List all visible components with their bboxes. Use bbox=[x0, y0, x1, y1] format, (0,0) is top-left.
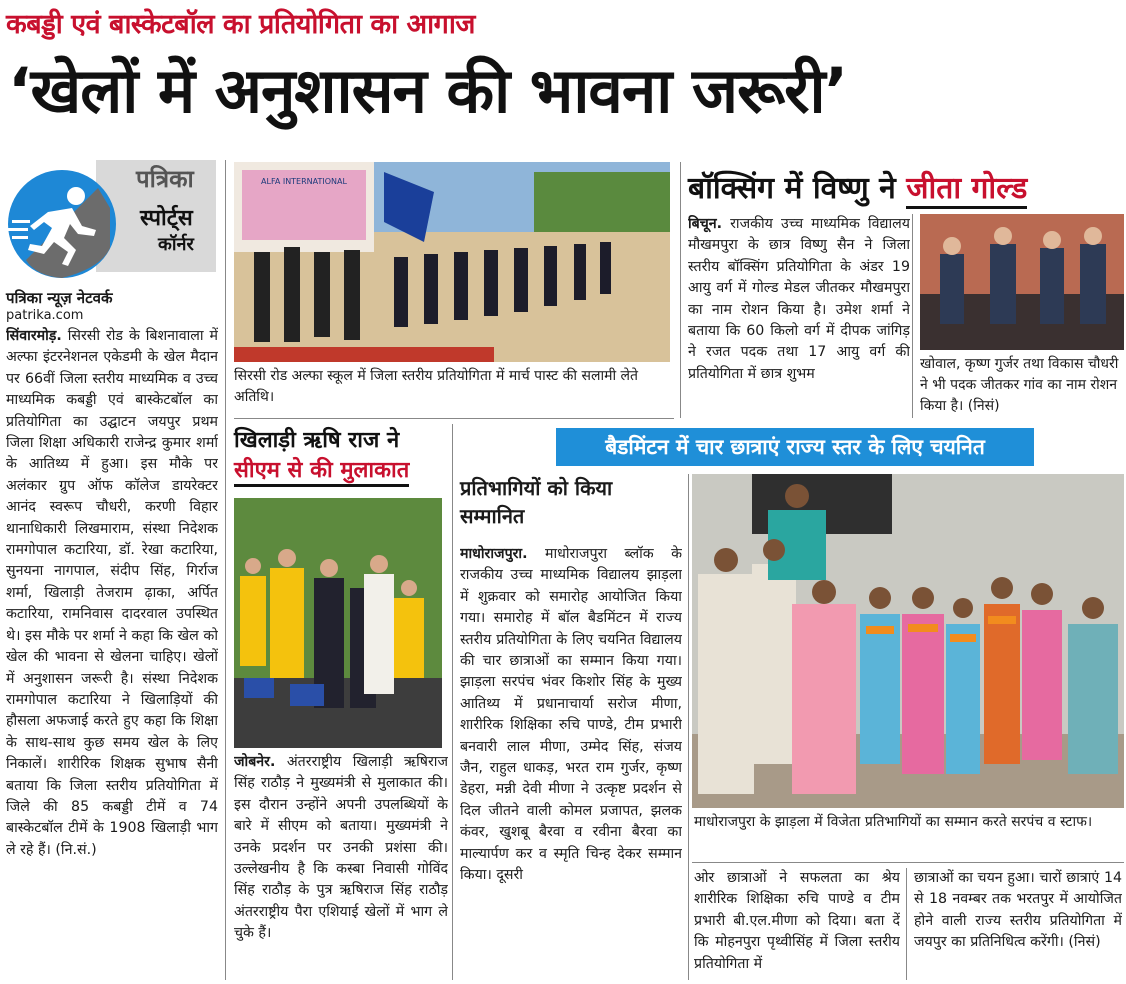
cm-heading-line1: खिलाड़ी ऋषि राज ने bbox=[234, 428, 400, 453]
cm-heading-line2: सीएम से की मुलाकात bbox=[234, 454, 409, 487]
boxing-dateline: बिचून. bbox=[688, 216, 723, 232]
headline: ‘खेलों में अनुशासन की भावना जरूरी’ bbox=[8, 54, 848, 127]
main-story bbox=[6, 326, 218, 982]
boxing-heading-red: जीता गोल्ड bbox=[906, 171, 1027, 209]
boxing-heading-black: बॉक्सिंग में विष्णु ने bbox=[688, 171, 896, 206]
cm-text bbox=[234, 752, 448, 982]
badminton-col2: छात्राओं का चयन हुआ। चारों छात्राएं 14 से 18 नवम्बर तक भरतपुर में आयोजित होने वाली राज्य स्तरीय प्रतियोगिता में जयपुर का प्रतिनिधित्व करेंगी। (निसं) bbox=[914, 870, 1122, 951]
cm-dateline: जोबनेर. bbox=[234, 754, 276, 770]
boxing-photo bbox=[920, 214, 1124, 350]
cm-heading bbox=[234, 424, 454, 487]
badminton-banner-text: बैडमिंटन में चार छात्राएं राज्य स्तर के लिए चयनित bbox=[605, 435, 985, 459]
honour-dateline: माधोराजपुरा. bbox=[460, 546, 528, 562]
photo-banner-text: ALFA INTERNATIONAL bbox=[261, 177, 347, 186]
honour-text bbox=[460, 544, 682, 982]
boxing-heading bbox=[688, 166, 1027, 207]
cm-photo bbox=[234, 498, 442, 748]
cm-body: अंतरराष्ट्रीय खिलाड़ी ऋषिराज सिंह राठौड़ ने मुख्यमंत्री से मुलाकात की। इस दौरान उन्होंने अपनी उपलब्धियों के बारे में सीएम को बताया। मुख्यमंत्री ने उनके प्रदर्शन पर उनकी प्रशंसा की। उल्लेखनीय है कि कस्बा निवासी गोविंद सिंह राठौड़ के पुत्र ऋषिराज सिंह राठौड़ अंतरराष्ट्रीय पैरा एशियाई खेलों में भाग ले चुके हैं। bbox=[234, 754, 448, 942]
boxing-continued: खोवाल, कृष्ण गुर्जर तथा विकास चौधरी ने भी पदक जीतकर गांव का नाम रोशन किया है। (निसं) bbox=[920, 356, 1119, 414]
corner-brand: पत्रिका bbox=[136, 165, 194, 193]
honour-body: माधोराजपुरा ब्लॉक के राजकीय उच्च माध्यमिक विद्यालय झाड़ला में शुक्रवार को समारोह आयोजित किया गया। समारोह में बॉल बैडमिंटन में राज्य स्तरीय प्रतियोगिता के लिए चयनित विद्यालय की चार छात्राओं का सम्मान किया गया। झाड़ला सरपंच भंवर किशोर सिंह के मुख्य आतिथ्य में प्रधानाचार्या सरोज मीणा, शारीरिक शिक्षिका रुचि पाण्डे, टीम प्रभारी बनवारी लाल मीणा, उम्मेद सिंह, संजय जैन, राहुल धाकड़, भरत राम गुर्जर, कृष्ण डेहरा, मन्नी देवी मीणा ने उत्कृष्ट प्रदर्शन से दिल जीतने वाली कोमल प्रजापत, झलक कंवर, खुशबू बैरवा व रवीना बैरवा का माल्यार्पण कर व स्मृति चिन्ह देकर सम्मान किया। दूसरी bbox=[460, 546, 682, 884]
badminton-photo bbox=[692, 474, 1124, 808]
badminton-col1: ओर छात्राओं ने सफलता का श्रेय शारीरिक शिक्षिका रुचि पाण्डे व टीम प्रभारी बी.एल.मीणा को दिया। बता दें कि मोहनपुरा पृथ्वीसिंह में जिला स्तरीय प्रतियोगिता में bbox=[694, 870, 900, 972]
honour-heading: प्रतिभागियों को किया सम्मानित bbox=[460, 476, 613, 528]
kicker: कबड्डी एवं बास्केटबॉल का प्रतियोगिता का आगाज bbox=[6, 9, 475, 40]
sports-corner-box bbox=[6, 160, 216, 280]
main-text: सिरसी रोड के बिशनावाला में अल्फा इंटरनेशनल एकेडमी के खेल मैदान पर 66वीं जिला स्तरीय माध्यमिक व उच्च माध्यमिक कबड्डी एवं बास्केटबॉल का प्रतियोगिता का उद्घाटन जयपुर प्रथम जिला शिक्षा अधिकारी राजेन्द्र कुमार शर्मा के आतिथ्य में हुआ। इस मौके पर अलंकार ग्रुप ऑफ कॉलेज डायरेक्टर आनंद स्वरूप चौधरी, करणी विहार थानाधिकारी लिखमाराम, संस्था निदेशक रामगोपाल कटारिया, डॉ. रेखा कटारिया, सुनयना नागपाल, संदीप सिंह, गिर्राज शर्मा, खिलाड़ी तेजराम ढ़ाका, अर्पित कटारिया, रामनिवास दादरवाल उपस्थित थे। इस मौके पर शर्मा ने कहा कि खेल को खेल की भावना से खेलना चाहिए। खेलों में अनुशासन जरूरी है। संस्था निदेशक रामगोपाल कटारिया ने खिलाड़ियों की हौसला अफजाई करते हुए कहा कि शिक्षा के साथ-साथ कुछ समय खेल के लिए निकालें। शारीरिक शिक्षक सुभाष सैनी बताया कि जिला स्तरीय प्रतियोगिता में जिले की 85 कबड्डी टीमें व 74 बास्केटबॉल टीमें के 1908 खिलाड़ी भाग ले रहे हैं। (नि.सं.) bbox=[6, 328, 218, 858]
march-past-photo bbox=[234, 162, 670, 362]
boxing-text bbox=[688, 214, 910, 414]
badminton-caption: माधोराजपुरा के झाड़ला में विजेता प्रतिभागियों का सम्मान करते सरपंच व स्टाफ। bbox=[694, 814, 1093, 830]
site-label: patrika.com bbox=[6, 308, 84, 323]
network-label: पत्रिका न्यूज़ नेटवर्क bbox=[6, 289, 113, 307]
march-past-caption: सिरसी रोड अल्फा स्कूल में जिला स्तरीय प्रतियोगिता में मार्च पास्ट की सलामी लेते अतिथि। bbox=[234, 368, 639, 405]
boxing-body: राजकीय उच्च माध्यमिक विद्यालय मौखमपुरा के छात्र विष्णु सैन ने जिला स्तरीय बॉक्सिंग प्रतियोगिता के अंडर 19 आयु वर्ग में गोल्ड मेडल जीतकर मौखमपुरा का नाम रोशन किया है। उमेश शर्मा ने बताया कि 60 किलो वर्ग में दीपक जांगिड़ ने रजत पदक तथा 17 आयु वर्ग की प्रतियोगिता में छात्र शुभम bbox=[688, 216, 910, 382]
corner-line2: कॉर्नर bbox=[158, 234, 194, 255]
corner-line1: स्पोर्ट्स bbox=[140, 206, 193, 231]
main-dateline: सिंवारमोड़. bbox=[6, 328, 62, 344]
runner-icon bbox=[6, 168, 118, 280]
badminton-banner bbox=[556, 428, 1034, 466]
